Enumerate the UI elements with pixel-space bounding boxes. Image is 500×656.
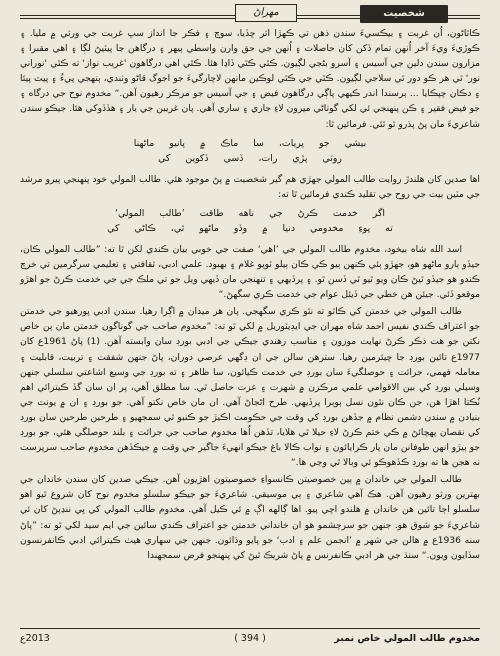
section-badge: شخصيت [360,5,448,23]
journal-title: مخدوم طالب المولي خاص نمبر [334,633,480,644]
verse-line: روٽي پڙي رات، ڏسي ڏکوين کي [158,153,342,165]
article-body [20,26,480,565]
footer-rule [20,628,480,629]
verse-block [20,136,480,167]
article-paragraph: ڪاٿاڻون، اُن غربت ۽ بيڪسيءَ سندن ذهن تي ڪهڙا اثر ڇڏيا، سوچ ۽ فڪر جا انداز سڀ غربت جي ورثي ۾ مليا. ۽ ڪوڙيءَ ويءَ آخر اُنهن تمام ڏکن کان حاصلات ۽ اُنهن جي حق وارن واسطي ٻيهر ۽ درگاهن جا پيٽيڻ لڳا ۽ اهي مقبرا ۽ مزارون سندن دلين جي آسيس ۽ آسرو بڻجي لڳيون. ڪٿي ڪٿي ڏاڍا هئا. ڪٿي اهي درگاهون 'غريب نواز' ته ڪٿي 'نوراني نور' ٿي هر ڪو دور ٿي سلاجي لڳيون. ڪٿي جي ڪٿي لوڪين مانهن لاچارگيءَ جو اجوگ قاڻو وٺندي، ٻنهجي پيءُ ۽ پيٽ پيئا ۽ دڪان چپڪايا ... ٻرسندا اندر ڪيهي پاڳي درگاهون فيض ۽ جي آسيس جو مرڪز رهيون آهن.“ مخدوم نوح جي درگاه ۽ جو فيض فقير ۽ ڪن پنهنجي ئي لکي گوٺاڻي ميرون لاءِ جاري ۽ ساري آهي. پان غريبن جي يار ۽ هڏڏوکي هئا. جيڪو سندن شاعريءَ مان پڻ پڌرو ٿو ٿئي. فرمائين ٿا: [20,28,480,130]
page-footer [20,628,480,648]
article-paragraph: طالب المولي جي خاندان ۾ ٻين خصوصيتن ڪانسواءِ خصوصيتون اهڙيون آهن. جيڪي صدين کان سندن خاندان جي بهترين ورثو رهيون آهن. هڪ آهي شاعري ۽ ٻي موسيقي. شاعريءَ جو جيڪو سلسلو مخدوم نوح کان شروع ٿيو اهو سلسلو اڄا تائين هن خاندان ۾ هلندو اچي پيو. اها ڳالهه اڳ ۾ ئي ڪيل آهي. مخدوم طالب المولي کي ڀي ننڍپڻ کان ئي شاعريءَ جو شوق هو. جنهن جو سرچشمو هو ان خانداني خدمتن جو اعتراف ڪندي سائين جي ايم سيد لکي ٿو ته: ”پاڻ سنه 1936ع ۾ هالن جي شهر ۾ ’انجمن علم ۽ ادب‘ جو پايو وڌائون. جنهن جي سهاري هيٺ ڪيترائي ادبي ڪانفرنسون سڏايون ويون.“ سنڌ جي هر ادبي ڪانفرنس ۾ پاڻ شريڪ ٿيڻ کي پنهنجو فرض سمجهندا [20,474,480,561]
verse-line: بيشي جو پريات، سا ماڪ ۾ پانيو ماڻهنا [133,137,367,149]
article-paragraph: طالب المولي جي خدمتن کي ڪاٿو ته نٿو ڪري سگهجي. پان هر ميدان ۾ اڳرا رهيا. سندن ادبي پورهيو جي خدمتن جو اعتراف ڪندي نفيس احمد شاه مهران جي ايڊيٽوريل ۾ لکي ٿو ته: ”مخدوم صاحب جي گوناگون خدمتن مان ٻن خاص نکتن جو هت ذڪر ڪرڻ نهايت موزون ۽ مناسب رهندي جيڪي جي ادبي بورڊ سان وابسته آهن. (1) پاڻ 1961ع کان 1977ع تائين بورڊ جا چيئرمين رهيا. سترهن سالن جي ان ڊگهي عرصي دوران، پاڻ جنهن شفقت ۽ تربيت، قابليت ۽ معاملہ فهمي، جرائت ۽ حوصلگيءَ سان بورڊ جي خدمت ڪيائون، سا ظاهر ۽ ته بورڊ جي وسيع اشاعتي سلسلي جنهن وسيلي بورڊ کي بين الاقوامي علمي مرڪزن ۾ شهرت ۽ عزت حاصل ٿي. سا مطلق آهي، پر ان سان گڏ ڪيترائي اهم نُڪتا اهڙا هن، جن ڪان نٿون نسل ٻوٻرا پرڏيهي. طرح اڻجاڻ آهي. ان مان خاص نکتو آهي. جو بورڊ ۽ ان ۾ يونٽ جي بنيادن ۾ سندن دشمن نظام ۾ جڏهن بورڊ کي وقت جي حڪومت اڪيڙ جو ڪنبو ٿي سمجهيو ۽ طرحين طرحين سان بورڊ کي نقصان پهچائڻ ۾ ڪي ختم ڪرڻ لاءِ حيلا ٿي هلايا، تڏهن اُها مخدوم صاحب جي جرائت ۽ بلند حوصلگي هئي، جو بورڊ جو ٻيڙو انهن طوفانن مان پار ڪرايائون ۽ نواب ڪالا باغ جيڪو انهيءَ جاگير جي وقت ۾ جيڪڏهن مخدوم صاحب سرپرست نه هجن ها ته بورڊ ڪڏهوڪو ئي وبالا ٿي وڃي ها.“ [20,306,480,469]
verse-line: ته پوءِ مخدومي دنيا ۾ وڏو ماڻهو ٿي، ڪاڻي کي [107,223,393,235]
article-paragraph: اسد الله شاه بيخود، مخدوم طالب المولي جي ’اهي‘ صفت جي خوبي بيان ڪندي لکن ٿا ته: ”طالب المولي ڪان، جيڏو ٻارو ماڻهو هو، جهڙو ٻئي ڪنهن ٻيو ڪي ڪان ٻيلو ٽوپو غلام ۽ بهبود. علمي ادبي، ثقافتي ۽ تعليمي سرگرمين تي خرچ ڪندو هو جيڏو ٿيڻ ڪان ويو ٿيو ٿي ڏسن ٿو. ۽ پرڏيهي ۽ تنهنجي مان ڏيهي ويل جو تي ملڪ جي جي خدمت ڪرڻ جو اهڙو موقعو ڏئي. جيئن هن خطي جي ڏيئل عوام جي خدمت ڪري سگهڻ.“ [20,243,480,301]
verse-block [20,206,480,237]
page-number: ( 394 ) [234,633,266,644]
article-paragraph: اها صدين کان هلندڙ روايت طالب المولي جهڙي هم گير شخصيت ۾ پڻ موجود هئي. طالب المولي خود پنهنجي پيرو مرشد جي مٽين بيت جي روح جي تقليد ڪندي فرمائين ٿا ته: [20,173,480,200]
verse-line: اگر خدمت ڪرڻ جي ناهه طاقت ’طالب المولي‘ [114,207,386,219]
magazine-logo: مهراڻ [235,4,297,22]
page-header [20,4,480,22]
publication-year: 2013ع [20,633,50,644]
